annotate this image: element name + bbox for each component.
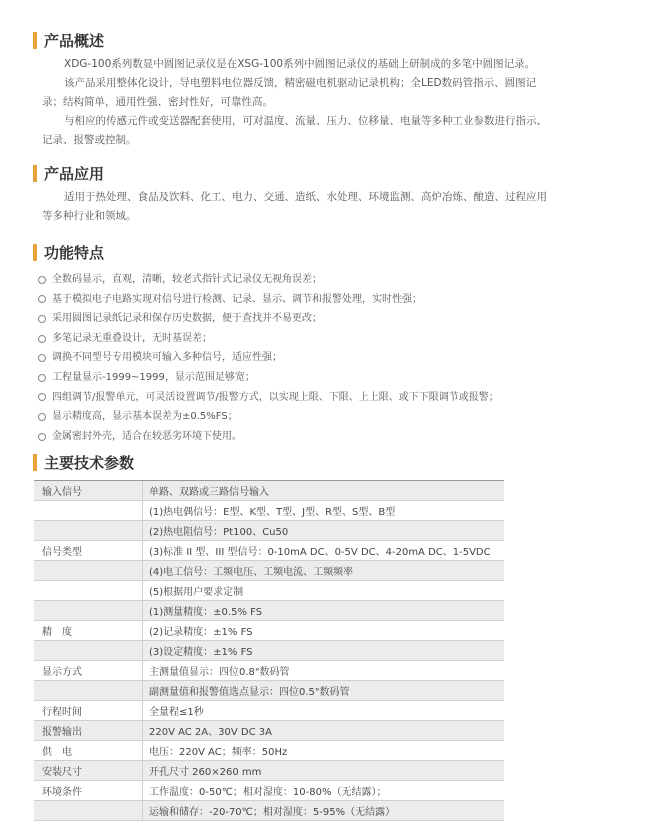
spec-label — [34, 501, 143, 521]
list-item — [38, 309, 578, 329]
spec-value: 全量程≤1秒 — [143, 701, 505, 721]
circle-bullet-icon — [38, 374, 46, 382]
table-row — [34, 561, 504, 581]
spec-value: 220V AC 2A、30V DC 3A — [143, 721, 505, 741]
section-title-overview — [33, 30, 104, 51]
overview-paragraphs — [42, 55, 552, 150]
spec-label: 信号类型 — [34, 541, 143, 561]
feature-text: 工程量显示-1999~1999，显示范围足够宽； — [52, 371, 255, 383]
table-row — [34, 521, 504, 541]
spec-label — [34, 581, 143, 601]
spec-value: (5)根据用户要求定制 — [143, 581, 505, 601]
table-row — [34, 781, 504, 801]
table-row — [34, 801, 504, 821]
table-row — [34, 641, 504, 661]
accent-bar — [33, 454, 37, 471]
list-item — [38, 329, 578, 349]
table-row — [34, 481, 504, 501]
table-row — [34, 621, 504, 641]
section-title-specs — [33, 452, 134, 473]
list-item — [38, 368, 578, 388]
section-title-features — [33, 242, 104, 263]
section-title-text: 主要技术参数 — [44, 454, 135, 472]
table-row — [34, 501, 504, 521]
feature-text: 调换不同型号专用模块可输入多种信号，适应性强； — [52, 352, 282, 364]
spec-value: 开孔尺寸 260×260 mm — [143, 761, 505, 781]
table-row — [34, 581, 504, 601]
spec-value: 副测量值和报警值选点显示：四位0.5"数码管 — [143, 681, 505, 701]
circle-bullet-icon — [38, 393, 46, 401]
accent-bar — [33, 244, 37, 261]
circle-bullet-icon — [38, 315, 46, 323]
circle-bullet-icon — [38, 354, 46, 362]
spec-value: (4)电工信号：工频电压、工频电流、工频频率 — [143, 561, 505, 581]
spec-value: (1)热电偶信号：E型、K型、T型、J型、R型、S型、B型 — [143, 501, 505, 521]
table-row — [34, 701, 504, 721]
feature-text: 多笔记录无重叠设计，无时基误差； — [52, 332, 212, 344]
spec-value: (1)测量精度：±0.5% FS — [143, 601, 505, 621]
application-paragraph — [42, 188, 552, 226]
section-title-application — [33, 163, 104, 184]
feature-text: 四组调节/报警单元，可灵活设置调节/报警方式，以实现上限、下限、上上限、或下下限调节或报警； — [52, 391, 499, 403]
spec-value: (3)标准 II 型、III 型信号：0-10mA DC、0-5V DC、4-20mA DC、1-5VDC — [143, 541, 505, 561]
paragraph: XDG-100系列数显中圆图记录仪是在XSG-100系列中圆图记录仪的基础上研制成的多笔中圆图记录。 — [64, 58, 536, 70]
paragraph: 与相应的传感元件或变送器配套使用，可对温度、流量、压力、位移量、电量等多种工业参数进行指示、记录、报警或控制。 — [42, 115, 547, 146]
spec-value: 电压：220V AC；频率：50Hz — [143, 741, 505, 761]
list-item — [38, 407, 578, 427]
spec-label: 精 度 — [34, 621, 143, 641]
feature-text: 显示精度高，显示基本误差为±0.5%FS； — [52, 411, 238, 423]
table-row — [34, 761, 504, 781]
spec-label — [34, 561, 143, 581]
feature-text: 基于模拟电子电路实现对信号进行检测、记录、显示、调节和报警处理，实时性强； — [52, 293, 422, 305]
spec-value: (3)设定精度：±1% FS — [143, 641, 505, 661]
spec-label: 显示方式 — [34, 661, 143, 681]
section-title-text: 产品应用 — [44, 165, 105, 183]
list-item — [38, 270, 578, 290]
spec-value: 工作温度：0-50℃；相对湿度：10-80%（无结露）； — [143, 781, 505, 801]
spec-label — [34, 601, 143, 621]
circle-bullet-icon — [38, 276, 46, 284]
circle-bullet-icon — [38, 433, 46, 441]
spec-value: 单路、双路或三路信号输入 — [143, 481, 505, 501]
table-row — [34, 601, 504, 621]
table-row — [34, 741, 504, 761]
table-row — [34, 681, 504, 701]
accent-bar — [33, 165, 37, 182]
spec-label: 环境条件 — [34, 781, 143, 801]
spec-value: 主测量值显示：四位0.8"数码管 — [143, 661, 505, 681]
spec-label: 输入信号 — [34, 481, 143, 501]
feature-text: 金属密封外壳，适合在较恶劣环境下使用。 — [52, 430, 242, 442]
spec-label — [34, 681, 143, 701]
paragraph: 该产品采用整体化设计，导电塑料电位器反馈，精密磁电机驱动记录机构；全LED数码管指示、圆图记录；结构简单，通用性强、密封性好，可靠性高。 — [42, 77, 537, 108]
spec-label — [34, 801, 143, 821]
list-item — [38, 290, 578, 310]
specs-table — [34, 480, 504, 821]
accent-bar — [33, 32, 37, 49]
spec-label — [34, 641, 143, 661]
spec-label: 供 电 — [34, 741, 143, 761]
spec-value: (2)记录精度：±1% FS — [143, 621, 505, 641]
features-list — [38, 270, 578, 446]
section-title-text: 功能特点 — [44, 244, 105, 262]
feature-text: 采用圆图记录纸记录和保存历史数据，便于查找并不易更改； — [52, 313, 322, 325]
paragraph: 适用于热处理、食品及饮料、化工、电力、交通、造纸、水处理、环境监测、高炉冶炼、酿造、过程应用等多种行业和领域。 — [42, 191, 547, 222]
circle-bullet-icon — [38, 413, 46, 421]
list-item — [38, 388, 578, 408]
table-row — [34, 721, 504, 741]
spec-label — [34, 521, 143, 541]
spec-label: 安装尺寸 — [34, 761, 143, 781]
spec-value: 运输和储存：-20-70℃；相对湿度：5-95%（无结露） — [143, 801, 505, 821]
table-row — [34, 541, 504, 561]
table-row — [34, 661, 504, 681]
section-title-text: 产品概述 — [44, 32, 105, 50]
circle-bullet-icon — [38, 295, 46, 303]
spec-label: 报警输出 — [34, 721, 143, 741]
list-item — [38, 427, 578, 447]
feature-text: 全数码显示，直观，清晰，较老式指针式记录仪无视角误差； — [52, 274, 322, 285]
circle-bullet-icon — [38, 335, 46, 343]
list-item — [38, 348, 578, 368]
spec-label: 行程时间 — [34, 701, 143, 721]
spec-value: (2)热电阻信号：Pt100、Cu50 — [143, 521, 505, 541]
